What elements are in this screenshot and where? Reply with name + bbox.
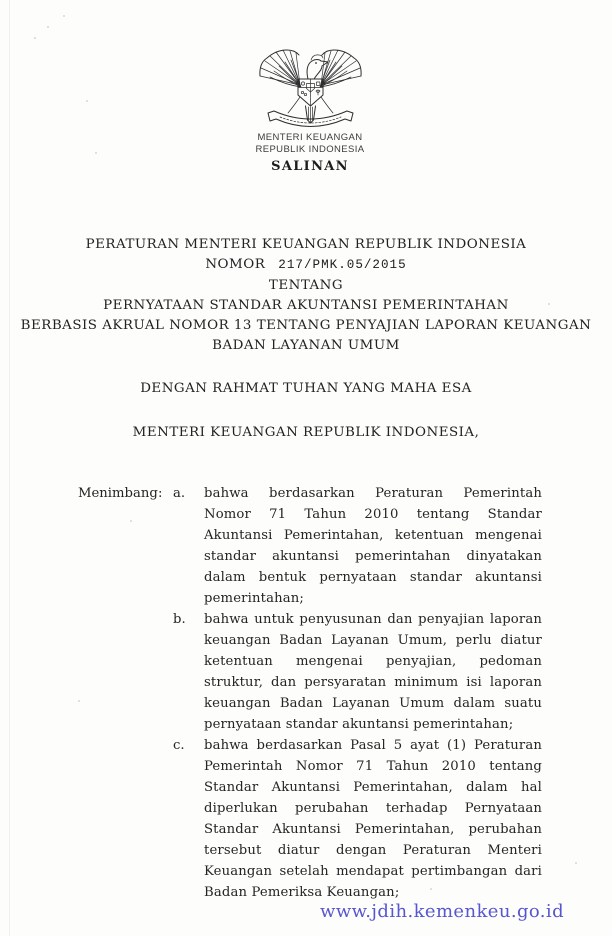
scan-speck: [63, 15, 65, 17]
scan-speck: [47, 26, 49, 28]
scan-speck: [86, 100, 88, 102]
item-letter: b.: [173, 612, 186, 627]
authority-line: MENTERI KEUANGAN REPUBLIK INDONESIA,: [132, 425, 480, 440]
item-text: bahwa untuk penyusunan dan penyajian laporan keuangan Badan Layanan Umum, perlu diatur ketentuan mengenai penyajian, pedoman struktur, dan persyaratan minimum isi laporan keuangan Badan Layanan Umum dalam suatu pernyataan standar akuntansi pemerintahan;: [204, 612, 542, 732]
item-letter: a.: [173, 486, 186, 501]
item-text: bahwa berdasarkan Peraturan Pemerintah Nomor 71 Tahun 2010 tentang Standar Akuntansi Pemerintahan, ketentuan mengenai standar akuntansi pemerintahan dinyatakan dalam bentuk pernyataan standar akuntansi pemerintahan;: [204, 486, 542, 606]
title-line-number: [0, 255, 612, 275]
consideration-item-a: [173, 483, 542, 609]
title-subject-1: PERNYATAAN STANDAR AKUNTANSI PEMERINTAHAN: [103, 297, 509, 313]
ministry-letterhead: [0, 132, 612, 155]
jdih-watermark-url: www.jdih.kemenkeu.go.id: [320, 901, 564, 922]
ministry-name: MENTERI KEUANGAN: [257, 132, 363, 143]
scan-speck: [575, 862, 577, 864]
nomor-label: NOMOR: [205, 257, 266, 273]
considerations-section: [78, 483, 542, 903]
invocation-line: DENGAN RAHMAT TUHAN YANG MAHA ESA: [140, 381, 472, 396]
title-line-regulation: PERATURAN MENTERI KEUANGAN REPUBLIK INDONESIA: [85, 237, 527, 252]
considerations-colon: :: [158, 486, 163, 501]
consideration-item-c: [173, 735, 542, 903]
item-letter: c.: [173, 738, 185, 753]
garuda-pancasila-icon: [258, 48, 363, 130]
copy-label: SALINAN: [271, 159, 349, 174]
scan-speck: [34, 37, 36, 39]
item-text: bahwa berdasarkan Pasal 5 ayat (1) Peraturan Pemerintah Nomor 71 Tahun 2010 tentang Standar Akuntansi Pemerintahan, dalam hal diperlukan perubahan terhadap Pernyataan Standar Akuntansi Pemerintahan, perubahan tersebut diatur dengan Peraturan Menteri Keuangan setelah mendapat pertimbangan dari Badan Pemeriksa Keuangan;: [204, 738, 542, 900]
title-subject-2: BERBASIS AKRUAL NOMOR 13 TENTANG PENYAJIAN LAPORAN KEUANGAN: [20, 318, 592, 334]
garuda-pancasila-emblem: [258, 48, 363, 130]
nomor-value: 217/PMK.05/2015: [278, 258, 407, 273]
title-line-tentang: TENTANG: [268, 277, 344, 293]
regulation-title: [0, 235, 612, 357]
title-subject-3: BADAN LAYANAN UMUM: [212, 338, 400, 354]
ministry-country: REPUBLIK INDONESIA: [255, 143, 365, 155]
considerations-label: Menimbang: [78, 486, 158, 501]
consideration-item-b: [173, 609, 542, 735]
considerations-list: [173, 483, 542, 903]
